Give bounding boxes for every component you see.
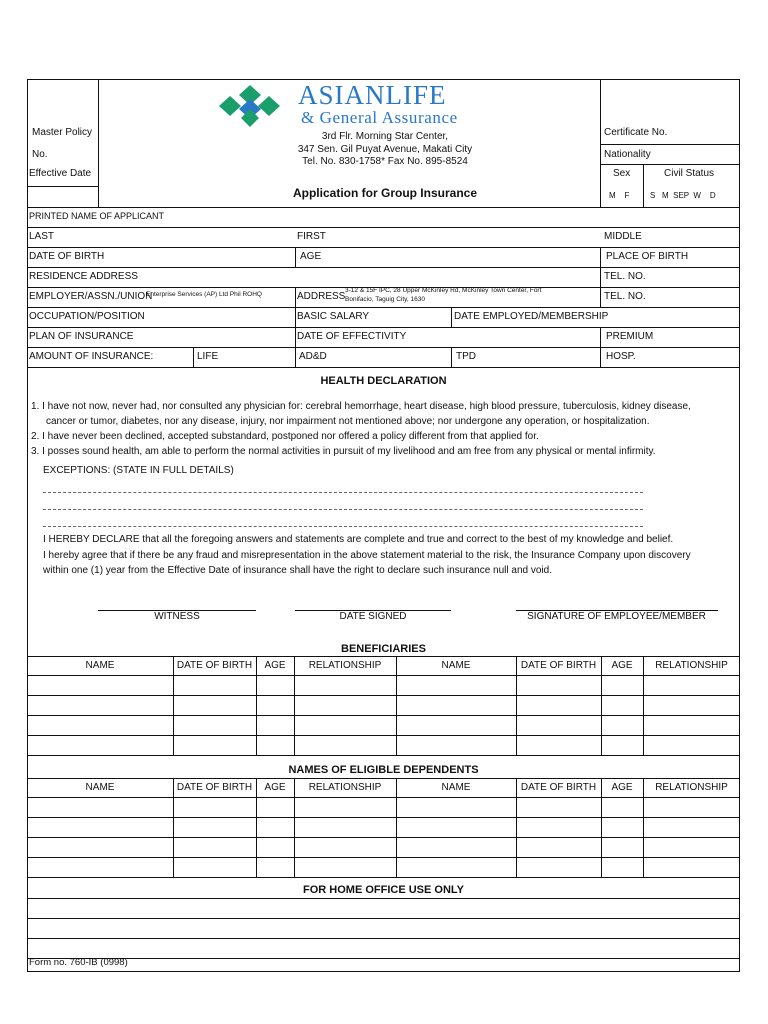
civil-status-options[interactable]: S M SEP W D bbox=[650, 191, 716, 200]
table-input-cell[interactable] bbox=[396, 837, 516, 857]
table-input-cell[interactable] bbox=[27, 735, 173, 755]
table-input-cell[interactable] bbox=[396, 695, 516, 715]
basic-salary-field[interactable]: BASIC SALARY bbox=[297, 311, 370, 322]
effective-date-label: Effective Date bbox=[29, 168, 92, 179]
table-input-cell[interactable] bbox=[173, 817, 256, 837]
company-name: ASIANLIFE bbox=[298, 80, 447, 110]
divider bbox=[600, 144, 740, 145]
table-input-cell[interactable] bbox=[294, 837, 396, 857]
life-field[interactable]: LIFE bbox=[197, 351, 219, 362]
exceptions-label: EXCEPTIONS: (STATE IN FULL DETAILS) bbox=[43, 465, 234, 476]
table-input-cell[interactable] bbox=[27, 857, 173, 877]
divider bbox=[295, 327, 296, 347]
table-row-divider bbox=[27, 755, 740, 756]
divider bbox=[27, 778, 740, 779]
divider bbox=[600, 327, 601, 347]
table-header-cell: DATE OF BIRTH bbox=[176, 782, 253, 793]
employer-label: EMPLOYER/ASSN./UNION bbox=[29, 291, 153, 302]
divider bbox=[295, 287, 296, 307]
sex-label: Sex bbox=[613, 168, 631, 179]
table-input-cell[interactable] bbox=[516, 797, 601, 817]
table-input-cell[interactable] bbox=[173, 735, 256, 755]
table-input-cell[interactable] bbox=[294, 857, 396, 877]
table-input-cell[interactable] bbox=[256, 715, 294, 735]
divider bbox=[27, 186, 99, 187]
table-input-cell[interactable] bbox=[27, 797, 173, 817]
date-of-birth-field[interactable]: DATE OF BIRTH bbox=[29, 251, 105, 262]
table-input-cell[interactable] bbox=[396, 857, 516, 877]
table-input-cell[interactable] bbox=[643, 857, 740, 877]
divider bbox=[98, 79, 99, 207]
employer-address-value-1[interactable]: 3-12 & 15F IPC, 28 Upper McKinley Rd, McKinley Town Center, Fort bbox=[345, 287, 542, 294]
table-header-cell: RELATIONSHIP bbox=[308, 660, 382, 671]
last-name-field[interactable]: LAST bbox=[29, 231, 55, 242]
form-title: Application for Group Insurance bbox=[292, 186, 477, 200]
declaration-text-2: I hereby agree that if there be any fraud and misrepresentation in the above statement material to the risk, the Insurance Company upon discovery bbox=[43, 550, 691, 561]
table-header-cell: RELATIONSHIP bbox=[655, 782, 728, 793]
table-input-cell[interactable] bbox=[256, 837, 294, 857]
divider bbox=[295, 307, 296, 327]
table-header-cell: NAME bbox=[85, 782, 115, 793]
table-input-cell[interactable] bbox=[601, 837, 643, 857]
divider bbox=[600, 164, 740, 165]
table-input-cell[interactable] bbox=[601, 675, 643, 695]
residence-tel-field[interactable]: TEL. NO. bbox=[604, 271, 646, 282]
table-header-cell: AGE bbox=[264, 660, 286, 671]
declaration-text-3: within one (1) year from the Effective Date of insurance shall have the right to declare such insurance null and void. bbox=[43, 565, 552, 576]
declaration-text-1: I HEREBY DECLARE that all the foregoing answers and statements are complete and true and correct to the best of my knowledge and belief. bbox=[43, 534, 674, 545]
divider bbox=[451, 347, 452, 367]
divider bbox=[27, 207, 740, 208]
member-signature-label: SIGNATURE OF EMPLOYEE/MEMBER bbox=[527, 611, 706, 622]
add-field[interactable]: AD&D bbox=[299, 351, 327, 362]
health-declaration-title: HEALTH DECLARATION bbox=[320, 375, 447, 387]
plan-of-insurance-field[interactable]: PLAN OF INSURANCE bbox=[29, 331, 134, 342]
date-of-effectivity-field[interactable]: DATE OF EFFECTIVITY bbox=[297, 331, 407, 342]
divider bbox=[295, 247, 296, 267]
nationality-label: Nationality bbox=[604, 149, 651, 160]
table-header-cell: RELATIONSHIP bbox=[655, 660, 728, 671]
divider bbox=[27, 898, 740, 899]
divider bbox=[27, 247, 740, 248]
table-header-cell: NAME bbox=[441, 660, 471, 671]
divider bbox=[27, 367, 740, 368]
printed-name-label: PRINTED NAME OF APPLICANT bbox=[29, 211, 165, 221]
employer-tel-field[interactable]: TEL. NO. bbox=[604, 291, 646, 302]
table-input-cell[interactable] bbox=[256, 735, 294, 755]
employer-address-label: ADDRESS bbox=[297, 291, 346, 302]
table-input-cell[interactable] bbox=[294, 695, 396, 715]
age-field[interactable]: AGE bbox=[300, 251, 322, 262]
company-subtitle: & General Assurance bbox=[301, 108, 458, 127]
table-input-cell[interactable] bbox=[643, 837, 740, 857]
table-input-cell[interactable] bbox=[173, 797, 256, 817]
table-input-cell[interactable] bbox=[396, 675, 516, 695]
table-input-cell[interactable] bbox=[601, 715, 643, 735]
table-input-cell[interactable] bbox=[173, 695, 256, 715]
table-input-cell[interactable] bbox=[516, 695, 601, 715]
occupation-field[interactable]: OCCUPATION/POSITION bbox=[29, 311, 145, 322]
divider bbox=[27, 267, 740, 268]
table-input-cell[interactable] bbox=[173, 857, 256, 877]
table-input-cell[interactable] bbox=[27, 837, 173, 857]
divider bbox=[193, 347, 194, 367]
premium-field[interactable]: PREMIUM bbox=[606, 331, 654, 342]
table-input-cell[interactable] bbox=[396, 797, 516, 817]
table-input-cell[interactable] bbox=[256, 695, 294, 715]
table-input-cell[interactable] bbox=[294, 735, 396, 755]
divider bbox=[600, 247, 601, 267]
table-input-cell[interactable] bbox=[27, 675, 173, 695]
table-input-cell[interactable] bbox=[173, 837, 256, 857]
certificate-no-label: Certificate No. bbox=[604, 127, 668, 138]
form-number: Form no. 760-IB (0998) bbox=[29, 957, 128, 968]
divider bbox=[27, 227, 740, 228]
table-header-cell: NAME bbox=[441, 782, 471, 793]
table-input-cell[interactable] bbox=[516, 715, 601, 735]
table-input-cell[interactable] bbox=[643, 715, 740, 735]
employer-value[interactable]: Enterprise Services (AP) Ltd Phil ROHQ bbox=[146, 291, 262, 298]
table-header-cell: DATE OF BIRTH bbox=[520, 660, 597, 671]
place-of-birth-field[interactable]: PLACE OF BIRTH bbox=[606, 251, 689, 262]
master-policy-no-label: No. bbox=[32, 149, 48, 160]
table-input-cell[interactable] bbox=[516, 817, 601, 837]
health-item-2: 2. I have never been declined, accepted substandard, postponed nor offered a policy different from that applied for. bbox=[31, 431, 539, 442]
divider bbox=[27, 918, 740, 919]
table-input-cell[interactable] bbox=[643, 695, 740, 715]
date-signed-label: DATE SIGNED bbox=[339, 611, 407, 622]
divider bbox=[295, 347, 296, 367]
table-input-cell[interactable] bbox=[601, 857, 643, 877]
date-employed-field[interactable]: DATE EMPLOYED/MEMBERSHIP bbox=[454, 311, 609, 322]
table-input-cell[interactable] bbox=[27, 817, 173, 837]
divider bbox=[600, 267, 601, 287]
company-address-line3: Tel. No. 830-1758* Fax No. 895-8524 bbox=[302, 156, 468, 167]
table-input-cell[interactable] bbox=[256, 797, 294, 817]
sex-options[interactable]: M F bbox=[609, 191, 630, 200]
table-input-cell[interactable] bbox=[27, 695, 173, 715]
amount-of-insurance-label: AMOUNT OF INSURANCE: bbox=[29, 351, 154, 362]
table-input-cell[interactable] bbox=[256, 817, 294, 837]
health-item-3: 3. I posses sound health, am able to perform the normal activities in pursuit of my livelihood and am free from any physical or mental infirmity. bbox=[31, 446, 656, 457]
table-input-cell[interactable] bbox=[173, 675, 256, 695]
divider bbox=[27, 877, 740, 878]
company-address-line1: 3rd Flr. Morning Star Center, bbox=[321, 131, 449, 142]
divider bbox=[600, 79, 601, 207]
witness-label: WITNESS bbox=[154, 611, 200, 622]
table-input-cell[interactable] bbox=[396, 817, 516, 837]
exceptions-line[interactable] bbox=[43, 509, 643, 510]
table-input-cell[interactable] bbox=[516, 675, 601, 695]
logo-diamond-right bbox=[258, 96, 280, 116]
table-header-cell: AGE bbox=[611, 660, 633, 671]
table-header-cell: RELATIONSHIP bbox=[308, 782, 382, 793]
table-header-cell: DATE OF BIRTH bbox=[176, 660, 253, 671]
divider bbox=[600, 347, 601, 367]
table-input-cell[interactable] bbox=[294, 675, 396, 695]
table-header-cell: DATE OF BIRTH bbox=[520, 782, 597, 793]
table-input-cell[interactable] bbox=[396, 715, 516, 735]
divider bbox=[27, 327, 740, 328]
table-header-cell: NAME bbox=[85, 660, 115, 671]
civil-status-label: Civil Status bbox=[664, 168, 715, 179]
employer-address-value-2[interactable]: Bonifacio, Taguig City, 1630 bbox=[345, 296, 425, 303]
table-input-cell[interactable] bbox=[396, 735, 516, 755]
table-input-cell[interactable] bbox=[516, 837, 601, 857]
divider bbox=[27, 307, 740, 308]
exceptions-line[interactable] bbox=[43, 526, 643, 527]
beneficiaries-title: BENEFICIARIES bbox=[341, 643, 426, 655]
table-header-cell: AGE bbox=[611, 782, 633, 793]
table-input-cell[interactable] bbox=[643, 817, 740, 837]
table-input-cell[interactable] bbox=[173, 715, 256, 735]
hosp-field[interactable]: HOSP. bbox=[606, 351, 636, 362]
table-input-cell[interactable] bbox=[27, 715, 173, 735]
divider bbox=[27, 347, 740, 348]
table-input-cell[interactable] bbox=[601, 695, 643, 715]
tpd-field[interactable]: TPD bbox=[456, 351, 476, 362]
table-input-cell[interactable] bbox=[294, 817, 396, 837]
divider bbox=[27, 656, 740, 657]
table-input-cell[interactable] bbox=[601, 735, 643, 755]
divider bbox=[600, 287, 601, 307]
table-input-cell[interactable] bbox=[643, 797, 740, 817]
health-item-1: 1. I have not now, never had, nor consulted any physician for: cerebral hemorrhage, heart disease, high blood pressure, tuberculosis, kidney disease, bbox=[31, 401, 691, 412]
divider bbox=[27, 938, 740, 939]
home-office-title: FOR HOME OFFICE USE ONLY bbox=[303, 884, 464, 896]
residence-address-field[interactable]: RESIDENCE ADDRESS bbox=[29, 271, 138, 282]
company-logo bbox=[213, 85, 287, 129]
divider bbox=[27, 958, 740, 959]
table-input-cell[interactable] bbox=[643, 675, 740, 695]
company-address-line2: 347 Sen. Gil Puyat Avenue, Makati City bbox=[297, 144, 473, 155]
table-input-cell[interactable] bbox=[256, 857, 294, 877]
logo-diamond-left bbox=[219, 96, 241, 116]
table-input-cell[interactable] bbox=[643, 735, 740, 755]
first-name-field[interactable]: FIRST bbox=[297, 231, 326, 242]
divider bbox=[451, 307, 452, 327]
divider bbox=[643, 164, 644, 207]
middle-name-field[interactable]: MIDDLE bbox=[604, 231, 642, 242]
master-policy-label: Master Policy bbox=[32, 127, 93, 138]
health-item-1-cont: cancer or tumor, diabetes, nor any disease, injury, nor impairment not mentioned above; nor undergone any operation, or hospitalization. bbox=[46, 416, 650, 427]
table-input-cell[interactable] bbox=[516, 857, 601, 877]
dependents-title: NAMES OF ELIGIBLE DEPENDENTS bbox=[288, 764, 479, 776]
table-input-cell[interactable] bbox=[294, 797, 396, 817]
table-input-cell[interactable] bbox=[516, 735, 601, 755]
table-input-cell[interactable] bbox=[601, 797, 643, 817]
table-input-cell[interactable] bbox=[256, 675, 294, 695]
table-input-cell[interactable] bbox=[601, 817, 643, 837]
exceptions-line[interactable] bbox=[43, 492, 643, 493]
table-input-cell[interactable] bbox=[294, 715, 396, 735]
table-header-cell: AGE bbox=[264, 782, 286, 793]
